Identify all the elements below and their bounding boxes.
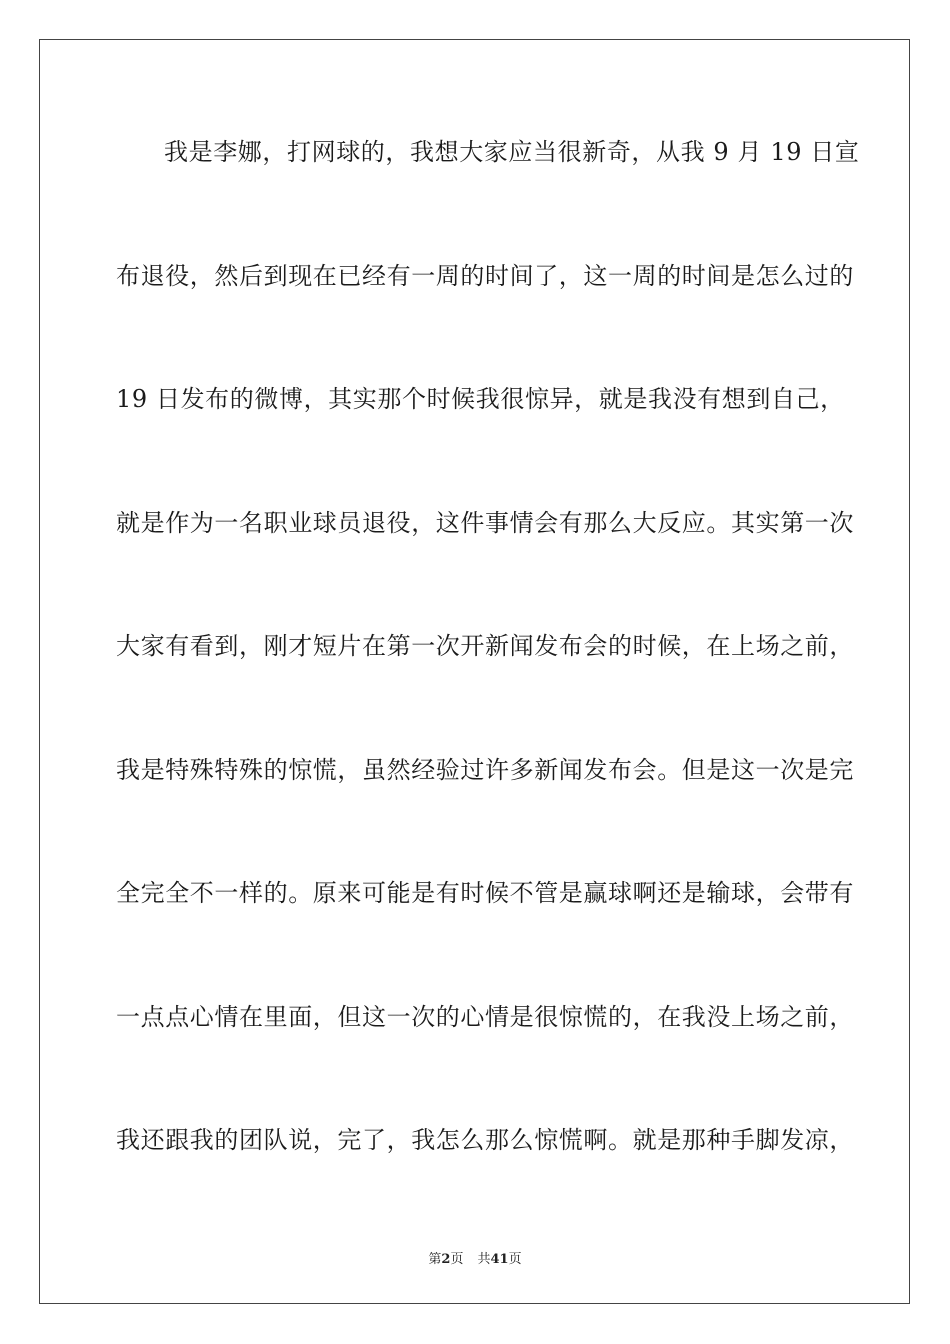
paragraph-line: 19 日发布的微博，其实那个时候我很惊异，就是我没有想到自己， bbox=[116, 385, 845, 413]
paragraph-line: 我是特殊特殊的惊慌，虽然经验过许多新闻发布会。但是这一次是完 bbox=[116, 755, 854, 784]
paragraph-line: 我是李娜，打网球的，我想大家应当很新奇，从我 9 月 19 日宣 bbox=[164, 138, 860, 166]
total-prefix: 共 bbox=[477, 1252, 491, 1267]
page-prefix: 第 bbox=[428, 1252, 442, 1267]
paragraph-line: 我还跟我的团队说，完了，我怎么那么惊慌啊。就是那种手脚发凉， bbox=[116, 1126, 854, 1154]
page-footer bbox=[0, 1248, 950, 1267]
paragraph-line: 布退役，然后到现在已经有一周的时间了，这一周的时间是怎么过的 bbox=[116, 261, 854, 290]
page-suffix: 页 bbox=[450, 1252, 464, 1267]
paragraph-line: 就是作为一名职业球员退役，这件事情会有那么大反应。其实第一次 bbox=[116, 508, 854, 537]
document-body bbox=[116, 128, 860, 1240]
paragraph-line: 全完全不一样的。原来可能是有时候不管是赢球啊还是输球，会带有 bbox=[116, 879, 854, 907]
page-number: 2 bbox=[441, 1252, 451, 1267]
total-suffix: 页 bbox=[508, 1252, 522, 1267]
paragraph-line: 一点点心情在里面，但这一次的心情是很惊慌的，在我没上场之前， bbox=[116, 1002, 854, 1031]
paragraph-line: 大家有看到，刚才短片在第一次开新闻发布会的时候，在上场之前， bbox=[116, 632, 854, 660]
total-pages: 41 bbox=[490, 1252, 509, 1267]
